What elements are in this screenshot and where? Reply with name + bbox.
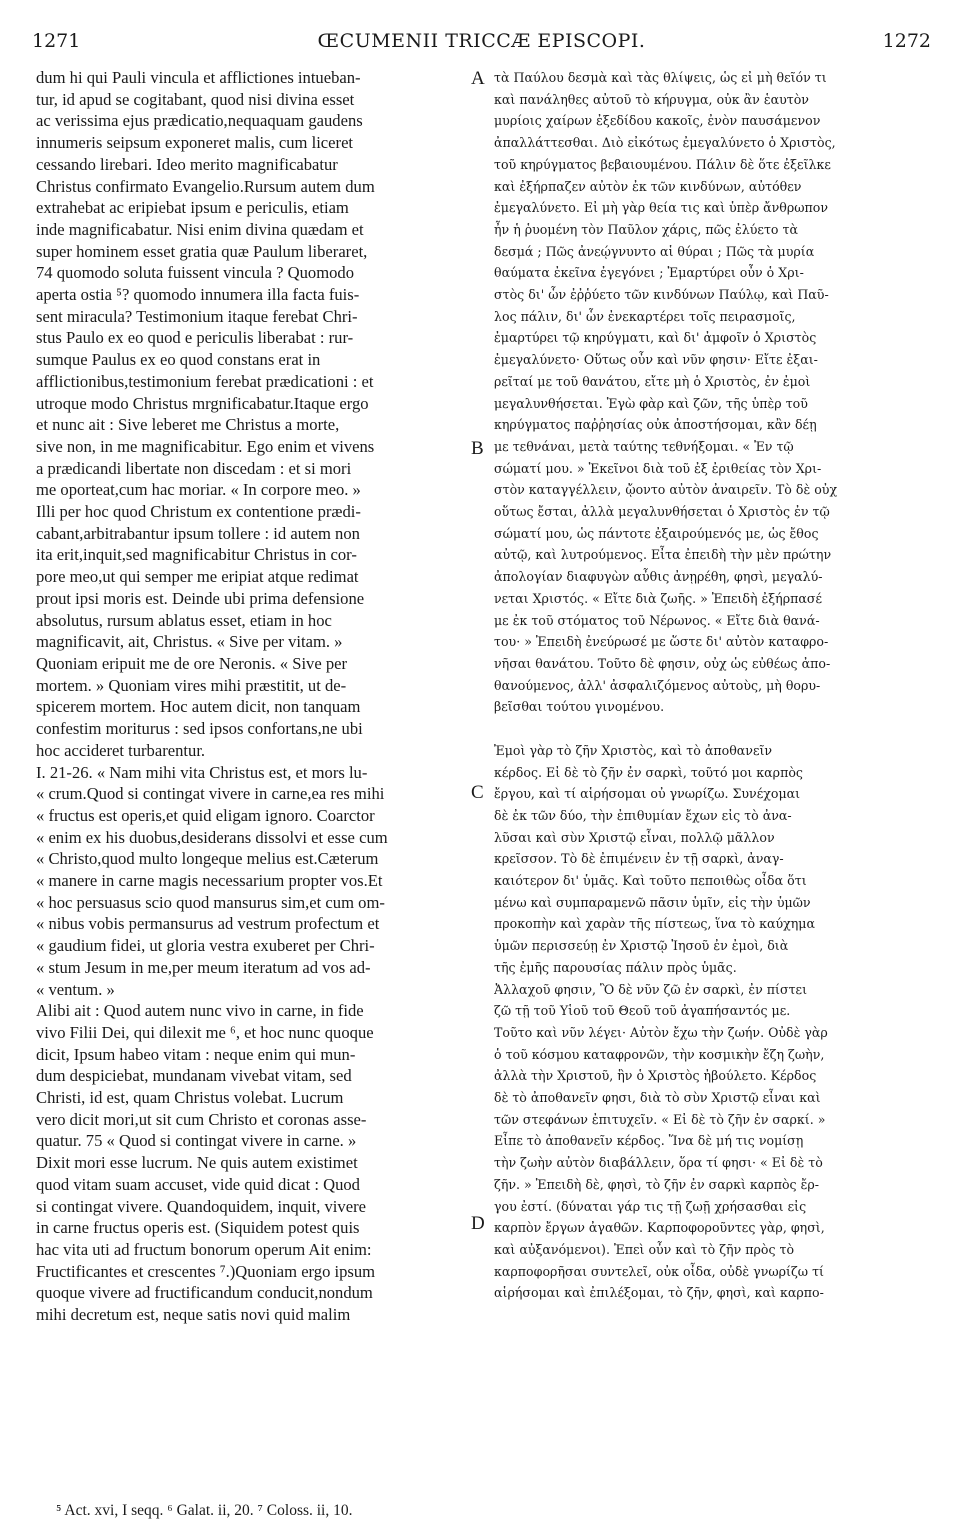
text-line: τὰ Παύλου δεσμὰ καὶ τὰς θλίψεις, ὡς εἰ μὴ θεῖόν τι xyxy=(494,70,827,85)
text-line: et nunc ait : Sive leberet me Christus a morte, xyxy=(36,415,340,435)
text-line: innumeris seipsum exponeret malis, cum liceret xyxy=(36,133,354,153)
text-line: ζῆν. » Ἐπειδὴ δὲ, φησὶ, τὸ ζῆν ἐν σαρκὶ καρπὸς ἔρ- xyxy=(494,1176,820,1192)
text-line: θανούμενος, ἀλλ' ἀσφαλιζόμενος αὐτοὺς, μὴ θορυ- xyxy=(494,677,821,693)
text-line: « ventum. » xyxy=(36,979,115,999)
section-marker-b: B xyxy=(471,438,484,459)
text-line: σώματί μου. » Ἐκεῖνοι διὰ τοῦ ἐξ ἐριθείας τὸν Χρι- xyxy=(494,460,822,476)
text-line: extrahebat ac eripiebat ipsum e periculis, etiam xyxy=(36,198,349,218)
text-line: a prædicandi libertate non discedam : et si mori xyxy=(36,458,352,478)
text-line: μυρίοις χαίρων ἐξεδίδου κακοῖς, ἐνὸν παυσάμενον xyxy=(494,113,821,129)
text-line: cabant,arbitrabantur ipsum tollere : id autem non xyxy=(36,523,360,543)
text-line: σώματί μου, ὡς πάντοτε ἐξαιρούμενός με, ὡς ἔθος xyxy=(494,525,819,541)
text-line: Εἶπε τὸ ἀποθανεῖν κέρδος. Ἵνα δὲ μή τις νομίσῃ xyxy=(494,1133,804,1149)
text-line: κέρδος. Εἰ δὲ τὸ ζῆν ἐν σαρκὶ, τοῦτό μοι καρπὸς xyxy=(494,764,803,780)
text-line: ac verissima ejus prædicatio,nequaquam gaudens xyxy=(36,111,363,131)
text-line: δεσμά ; Πῶς ἀνεῴγνυντο αἱ θύραι ; Πῶς τὰ μυρία xyxy=(494,243,815,259)
text-line: sent miracula? Testimonium itaque ferebat Chri- xyxy=(36,306,358,326)
text-line: Fructificantes et crescentes ⁷.)Quoniam ergo ipsum xyxy=(36,1261,376,1281)
running-header xyxy=(30,30,933,60)
running-title: ŒCUMENII TRICCÆ EPISCOPI. xyxy=(317,30,646,52)
text-line: τοῦ κηρύγματος βεβαιουμένου. Πάλιν δὲ ὅτε ἐξεῖλκε xyxy=(494,156,831,172)
text-line: με ἐκ τοῦ στόματος τοῦ Νέρωνος. « Εἴτε διὰ θανά- xyxy=(494,612,820,628)
text-line: ὁ τοῦ κόσμου καταφρονῶν, τὴν κοσμικὴν ἔζη ζωὴν, xyxy=(494,1046,825,1062)
footnotes: ⁵ Act. xvi, I seqq. ⁶ Galat. ii, 20. ⁷ Coloss. ii, 10. xyxy=(56,1502,353,1519)
text-line: Quoniam eripuit me de ore Neronis. « Sive per xyxy=(36,653,348,673)
text-line: super hominem esset gratia quæ Paulum liberaret, xyxy=(36,241,368,261)
text-line: Christi, id est, quam Christus volebat. Lucrum xyxy=(36,1088,344,1108)
text-line: « Christo,quod multo longeque melius est.Cæterum xyxy=(36,849,379,869)
text-line: « nibus vobis permansurus ad vestrum profectum et xyxy=(36,914,380,934)
section-marker-d: D xyxy=(471,1213,485,1234)
text-line: λος πάλιν, δι' ὧν ἐνεκαρτέρει τοῖς πειρασμοῖς, xyxy=(494,308,796,324)
section-marker-c: C xyxy=(471,782,484,803)
text-line: ρεῖταί με τοῦ θανάτου, εἴτε μὴ ὁ Χριστὸς, ἐν ἐμοὶ xyxy=(494,373,811,389)
text-line: Illi per hoc quod Christum ex contentione prædi- xyxy=(36,502,361,522)
text-line: aperta ostia ⁵? quomodo innumera illa facta fuis- xyxy=(36,285,360,305)
text-line: καὶ ἐξήρπαζεν αὐτὸν ἐκ τῶν κινδύνων, αὐτόθεν xyxy=(494,178,802,194)
text-line: τῶν στεφάνων ἐπιτυχεῖν. « Εἰ δὲ τὸ ζῆν ἐν σαρκί. » xyxy=(494,1111,826,1127)
text-line: inde magnificabatur. Nisi enim divina quædam et xyxy=(36,219,364,239)
text-line: του· » Ἐπειδὴ ἐνεύρωσέ με ὥστε δι' αὐτὸν καταφρο- xyxy=(494,634,829,650)
text-line: quoque vivere ad fructificandum conducit,nondum xyxy=(36,1283,373,1303)
text-line: τῆς ἐμῆς παρουσίας πάλιν πρὸς ὑμᾶς. xyxy=(494,959,737,975)
text-line: θαύματα ἐκεῖνα ἐγεγόνει ; Ἐμαρτύρει οὖν ὁ Χρι- xyxy=(494,265,804,281)
text-line: quod vitam suam accuset, vide quid dicat : Quod xyxy=(36,1174,360,1194)
text-line: « fructus est operis,et quid eligam ignoro. Coarctor xyxy=(36,805,375,825)
text-line: hoc accideret turbarentur. xyxy=(36,740,206,760)
text-line: με τεθνάναι, μετὰ ταύτης τεθνήξομαι. « Ἐν τῷ xyxy=(494,438,794,454)
text-line: γου ἐστί. (δύναται γάρ τις τῇ ζωῇ χρήσασθαι εἰς xyxy=(494,1198,807,1214)
text-line: 74 quomodo soluta fuissent vincula ? Quomodo xyxy=(36,263,355,283)
greek-column xyxy=(494,67,926,1304)
text-line: dum hi qui Pauli vincula et afflictiones intueban- xyxy=(36,68,361,87)
text-line: cessando lirebari. Ideo merito magnificabatur xyxy=(36,154,338,174)
text-line: sive non, in me magnificabitur. Ego enim et vivens xyxy=(36,436,375,456)
text-line: « gaudium fidei, ut gloria vestra exuberet per Chri- xyxy=(36,936,375,956)
text-line: Ἐμοὶ γὰρ τὸ ζῆν Χριστὸς, καὶ τὸ ἀποθανεῖν xyxy=(494,742,773,758)
text-line: me oporteat,cum hac moriar. « In corpore meo. » xyxy=(36,480,361,500)
text-line: hac vita uti ad fructum bonorum operum Ait enim: xyxy=(36,1239,372,1259)
text-line: si contingat vivere. Quandoquidem, inquit, vivere xyxy=(36,1196,366,1216)
text-line: ἀλλὰ τὴν Χριστοῦ, ἣν ὁ Χριστὸς ἠβούλετο. Κέρδος xyxy=(494,1068,817,1084)
latin-column xyxy=(36,67,468,1326)
text-line: I. 21-26. « Nam mihi vita Christus est, et mors lu- xyxy=(36,762,368,782)
text-line: afflictionibus,testimonium ferebat prædicationi : et xyxy=(36,371,374,391)
text-line: οὕτως ἔσται, ἀλλὰ μεγαλυνθήσεται ὁ Χριστὸς ἐν τῷ xyxy=(494,504,830,520)
text-line: vero dicit mori,ut sit cum Christo et coronas asse- xyxy=(36,1109,367,1129)
text-line: καρποφορῆσαι συντελεῖ, οὐκ οἶδα, οὐδὲ γνωρίζω τί xyxy=(494,1263,824,1279)
text-line: κρεῖσσον. Τὸ δὲ ἐπιμένειν ἐν τῇ σαρκὶ, ἀναγ- xyxy=(494,851,784,867)
text-line: confestim moriturus : sed ipsos confortans,ne ubi xyxy=(36,719,363,739)
text-line: στὸν καταγγέλλειν, ᾤοντο αὐτὸν ἀναιρεῖν. Τὸ δὲ οὐχ xyxy=(494,482,838,498)
text-line: δὲ τὸ ἀποθανεῖν φησι, διὰ τὸ σὺν Χριστῷ εἶναι καὶ xyxy=(494,1090,821,1106)
text-line: absolutus, rursum ablatus esset, etiam in hoc xyxy=(36,610,332,630)
text-line: spicerem mortem. Hoc autem dicit, non tanquam xyxy=(36,697,361,717)
text-line: νεται Χριστός. « Εἴτε διὰ ζωῆς. » Ἐπειδὴ ἐξήρπασέ xyxy=(494,590,823,606)
text-line: μένω καὶ συμπαραμενῶ πᾶσιν ὑμῖν, εἰς τὴν ὑμῶν xyxy=(494,894,811,910)
text-line: δὲ ἐκ τῶν δύο, τὴν ἐπιθυμίαν ἔχων εἰς τὸ ἀνα- xyxy=(494,807,792,823)
text-line: « crum.Quod si contingat vivere in carne,ea res mihi xyxy=(36,784,385,804)
text-line: αὐτῷ, καὶ λυτρούμενος. Εἶτα ἐπειδὴ τὴν μὲν πρώτην xyxy=(494,547,832,563)
text-line: ἀπαλλάττεσθαι. Διὸ εἰκότως ἐμεγαλύνετο ὁ Χριστὸς, xyxy=(494,135,836,151)
text-line: magnificavit, ait, Christus. « Sive per vitam. » xyxy=(36,632,343,652)
text-line: dicit, Ipsum habeo vitam : neque enim qui mun- xyxy=(36,1044,356,1064)
text-line: « hoc persuasus scio quod mansurus sim,et cum om- xyxy=(36,892,385,912)
text-line: ἔργου, καὶ τί αἱρήσομαι οὐ γνωρίζω. Συνέχομαι xyxy=(494,786,801,802)
text-line: ἐμεγαλύνετο. Εἰ μὴ γὰρ θεία τις καὶ ὑπὲρ ἄνθρωπον xyxy=(494,200,829,216)
text-line: Dixit mori esse lucrum. Ne quis autem existimet xyxy=(36,1153,358,1173)
text-line: in carne fructus operis est. (Siquidem potest quis xyxy=(36,1218,360,1238)
text-line: sumque Paulus ex eo quod constans erat in xyxy=(36,350,321,370)
text-line: Alibi ait : Quod autem nunc vivo in carne, in fide xyxy=(36,1001,364,1021)
text-line: βεῖσθαι τούτου γινομένου. xyxy=(494,699,665,715)
text-line: pore meo,ut qui semper me eripiat atque redimat xyxy=(36,567,359,587)
text-line: ὑμῶν περισσεύῃ ἐν Χριστῷ Ἰησοῦ ἐν ἐμοὶ, διὰ xyxy=(494,938,789,954)
text-line xyxy=(494,718,926,740)
text-line: νῆσαι θανάτου. Τοῦτο δὲ φησιν, οὐχ ὡς εὐθέως ἀπο- xyxy=(494,655,831,671)
text-line: προκοπὴν καὶ χαρὰν τῆς πίστεως, ἵνα τὸ καύχημα xyxy=(494,916,815,932)
text-line: mihi decretum est, neque satis novi quid malim xyxy=(36,1305,351,1325)
text-line: Τοῦτο καὶ νῦν λέγει· Αὐτὸν ἔχω τὴν ζωήν. Οὐδὲ γὰρ xyxy=(494,1024,828,1040)
text-line: Ἀλλαχοῦ φησιν, Ὃ δὲ νῦν ζῶ ἐν σαρκὶ, ἐν πίστει xyxy=(494,981,808,997)
text-line: αἱρήσομαι καὶ ἐπιλέξομαι, τὸ ζῆν, φησὶ, καὶ καρπο- xyxy=(494,1285,824,1301)
text-line: ἐμαρτύρει τῷ κηρύγματι, καὶ δι' ἀμφοῖν ὁ Χριστὸς xyxy=(494,330,817,346)
text-line: dum despiciebat, mundanam vivebat vitam, sed xyxy=(36,1066,352,1086)
text-line: κηρύγματος παῤῥησίας οὐκ ἀποστήσομαι, κἂν δέῃ xyxy=(494,417,817,433)
section-marker-a: A xyxy=(471,68,485,89)
text-line: στὸς δι' ὧν ἐῤῥύετο τῶν κινδύνων Παύλῳ, καὶ Παῦ- xyxy=(494,287,829,303)
text-line: καὶ πανάληθες αὐτοῦ τὸ κήρυγμα, οὐκ ἂν ἑαυτὸν xyxy=(494,91,809,107)
text-line: ἐμεγαλύνετο· Οὕτως οὖν καὶ νῦν φησιν· Εἴτε ἐξαι- xyxy=(494,352,818,368)
text-line: mortem. » Quoniam vires mihi præstitit, ut de- xyxy=(36,675,347,695)
text-line: « enim ex his duobus,desiderans dissolvi et esse cum xyxy=(36,827,388,847)
text-line: καὶ αὐξανόμενοι). Ἐπεὶ οὖν καὶ τὸ ζῆν πρὸς τὸ xyxy=(494,1241,795,1257)
text-line: ἀπολογίαν διαφυγὼν αὖθις ἀνῃρέθη, φησὶ, μεγαλύ- xyxy=(494,569,823,585)
page-number-left: 1271 xyxy=(32,30,81,52)
text-line: « stum Jesum in me,per meum iteratum ad vos ad- xyxy=(36,957,371,977)
text-line: ἦν ἡ ῥυομένη τὸν Παῦλον χάρις, πῶς ἐλύετο τὰ xyxy=(494,221,798,237)
text-line: Christus confirmato Evangelio.Rursum autem dum xyxy=(36,176,375,196)
text-line: « manere in carne magis necessarium propter vos.Et xyxy=(36,871,383,891)
text-line: prout ipsi moris est. Deinde ubi prima defensione xyxy=(36,588,365,608)
text-line: καρπὸν ἔργων ἀγαθῶν. Καρποφοροῦντες γὰρ, φησὶ, xyxy=(494,1220,825,1236)
text-line: ita erit,inquit,sed magnificabitur Christus in cor- xyxy=(36,545,357,565)
text-line: vivo Filii Dei, qui dilexit me ⁶, et hoc nunc quoque xyxy=(36,1022,374,1042)
page-number-right: 1272 xyxy=(882,30,931,52)
text-line: tur, id apud se cogitabant, quod nisi divina esset xyxy=(36,89,355,109)
text-line: ζῶ τῇ τοῦ Υἱοῦ τοῦ Θεοῦ τοῦ ἀγαπήσαντός με. xyxy=(494,1003,791,1019)
text-line: utroque modo Christus mrgnificabatur.Itaque ergo xyxy=(36,393,369,413)
text-line: καιότερον δι' ὑμᾶς. Καὶ τοῦτο πεποιθὼς οἶδα ὅτι xyxy=(494,873,807,889)
text-line: quatur. 75 « Quod si contingat vivere in carne. » xyxy=(36,1131,357,1151)
text-line: λῦσαι καὶ σὺν Χριστῷ εἶναι, πολλῷ μᾶλλον xyxy=(494,829,775,845)
text-line: stus Paulo ex eo quod e periculis liberabat : rur- xyxy=(36,328,354,348)
text-line: μεγαλυνθήσεται. Ἐγὼ φὰρ καὶ ζῶν, τῆς ὑπὲρ τοῦ xyxy=(494,395,808,411)
text-line: τὴν ζωὴν αὐτὸν διαβάλλειν, ὅρα τί φησι· « Εἰ δὲ τὸ xyxy=(494,1155,823,1171)
